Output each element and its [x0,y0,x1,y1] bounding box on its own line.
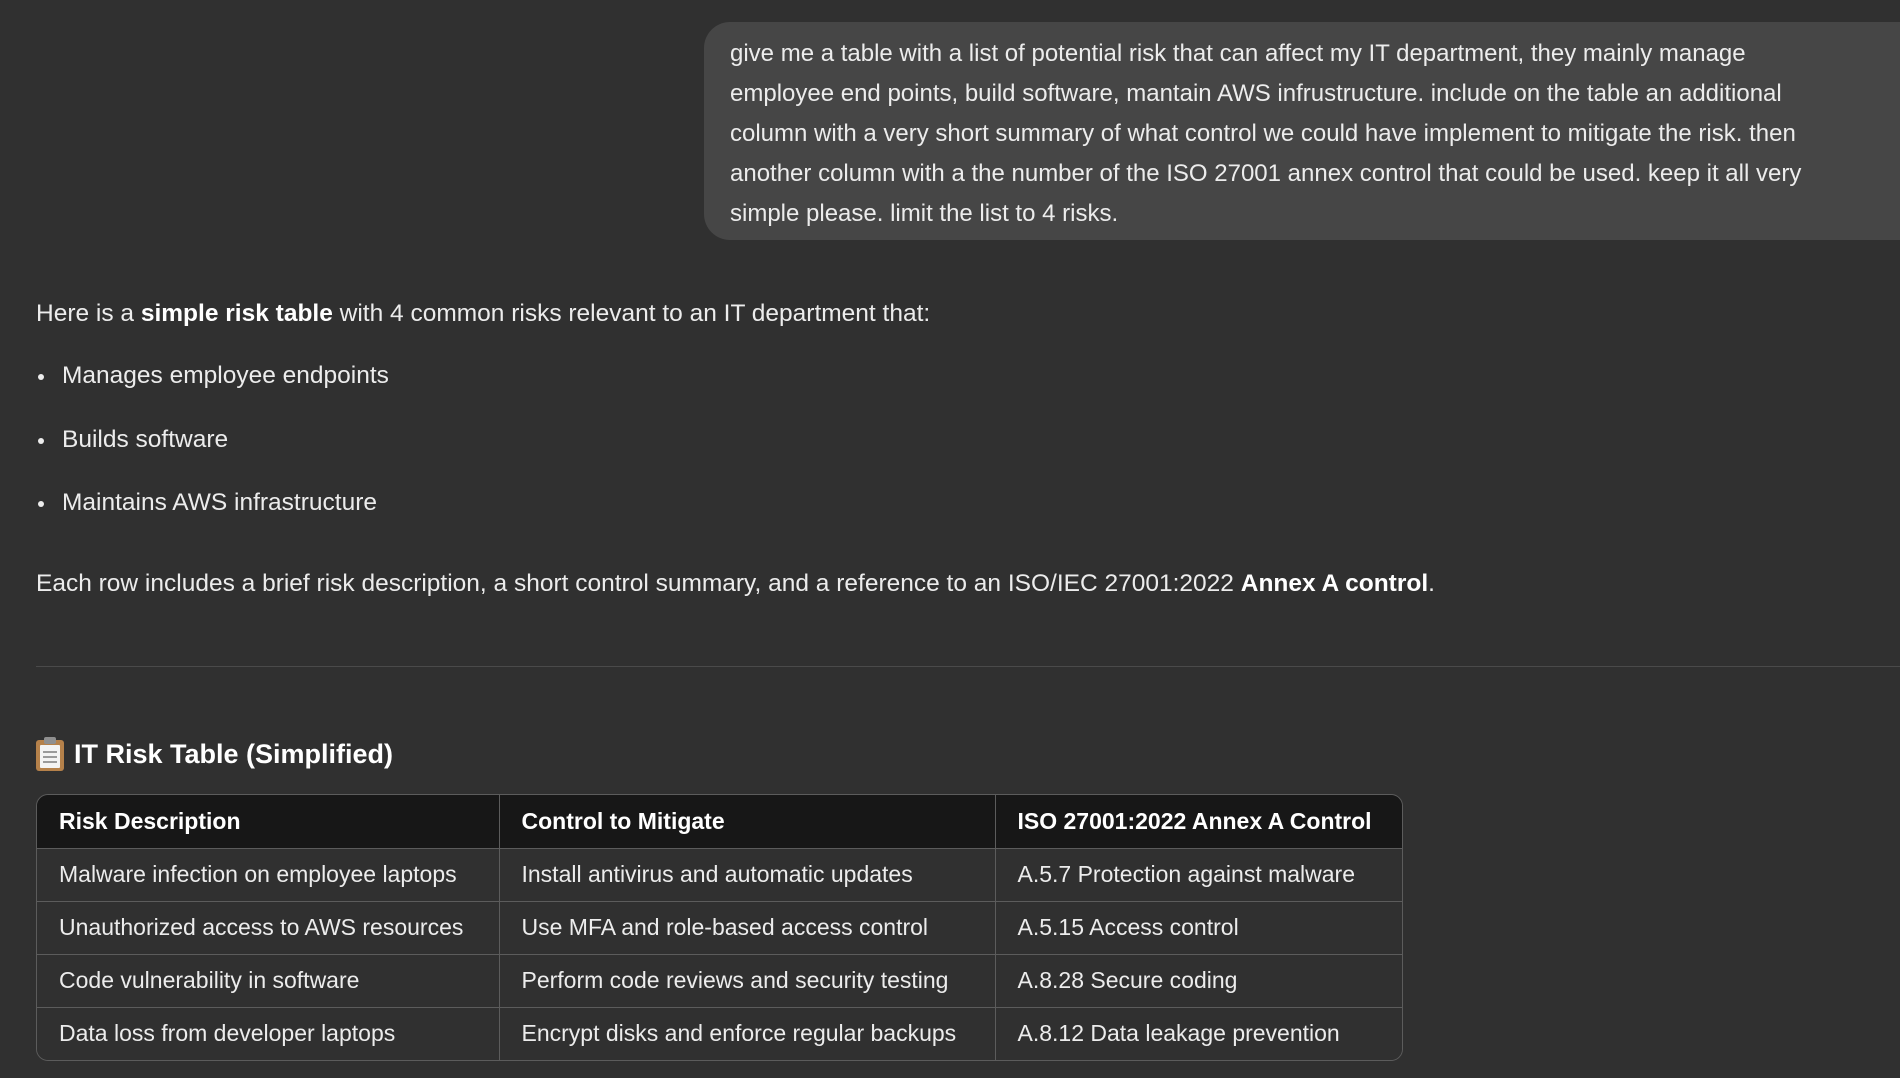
user-message-bubble [704,22,1900,240]
user-message-line: employee end points, build software, mantain AWS infrustructure. include on the table an additional [730,80,1782,107]
horizontal-divider [36,666,1900,667]
risk-table [36,794,1403,1061]
section-heading [36,734,393,774]
cell-iso: A.8.28 Secure coding [995,954,1402,1007]
list-item-text: Builds software [62,425,229,453]
assistant-summary [36,564,1435,604]
cell-iso: A.5.7 Protection against malware [995,848,1402,901]
table-row [37,954,1402,1007]
cell-risk: Unauthorized access to AWS resources [37,901,499,954]
table-row [37,848,1402,901]
table-row [37,1007,1402,1060]
cell-risk: Malware infection on employee laptops [37,848,499,901]
cell-control: Encrypt disks and enforce regular backups [499,1007,995,1060]
user-message-line: column with a very short summary of what control we could have implement to mitigate the risk. then [730,120,1796,147]
user-message-line: give me a table with a list of potential risk that can affect my IT department, they mainly manage [730,40,1746,67]
bullet-dot-icon [38,438,44,444]
cell-control: Perform code reviews and security testing [499,954,995,1007]
cell-control: Use MFA and role-based access control [499,901,995,954]
header-iso-annex-control: ISO 27001:2022 Annex A Control [995,795,1402,848]
capability-list [36,356,389,547]
bullet-dot-icon [38,501,44,507]
cell-risk: Data loss from developer laptops [37,1007,499,1060]
user-message-line: another column with a the number of the ISO 27001 annex control that could be used. keep it all very [730,160,1802,187]
cell-control: Install antivirus and automatic updates [499,848,995,901]
intro-bold: simple risk table [140,300,333,327]
list-item [36,483,389,523]
list-item [36,420,389,460]
cell-iso: A.5.15 Access control [995,901,1402,954]
table-header-row [37,795,1402,848]
table-row [37,901,1402,954]
list-item [36,356,389,396]
list-item-text: Maintains AWS infrastructure [62,489,377,516]
summary-prefix: Each row includes a brief risk description, a short control summary, and a reference to an ISO/IEC 27001:2022 [36,570,1241,597]
cell-risk: Code vulnerability in software [37,954,499,1007]
intro-prefix: Here is a [36,300,141,327]
cell-iso: A.8.12 Data leakage prevention [995,1007,1402,1060]
summary-suffix: . [1428,570,1435,597]
assistant-intro [36,294,930,334]
section-title: IT Risk Table (Simplified) [74,738,394,769]
user-message-line: simple please. limit the list to 4 risks. [730,200,1119,227]
header-risk-description: Risk Description [37,795,499,848]
list-item-text: Manages employee endpoints [62,362,389,389]
intro-suffix: with 4 common risks relevant to an IT department that: [332,300,931,327]
header-control-to-mitigate: Control to Mitigate [499,795,995,848]
clipboard-icon [36,737,64,771]
summary-bold: Annex A control [1240,570,1429,597]
bullet-dot-icon [38,374,44,380]
